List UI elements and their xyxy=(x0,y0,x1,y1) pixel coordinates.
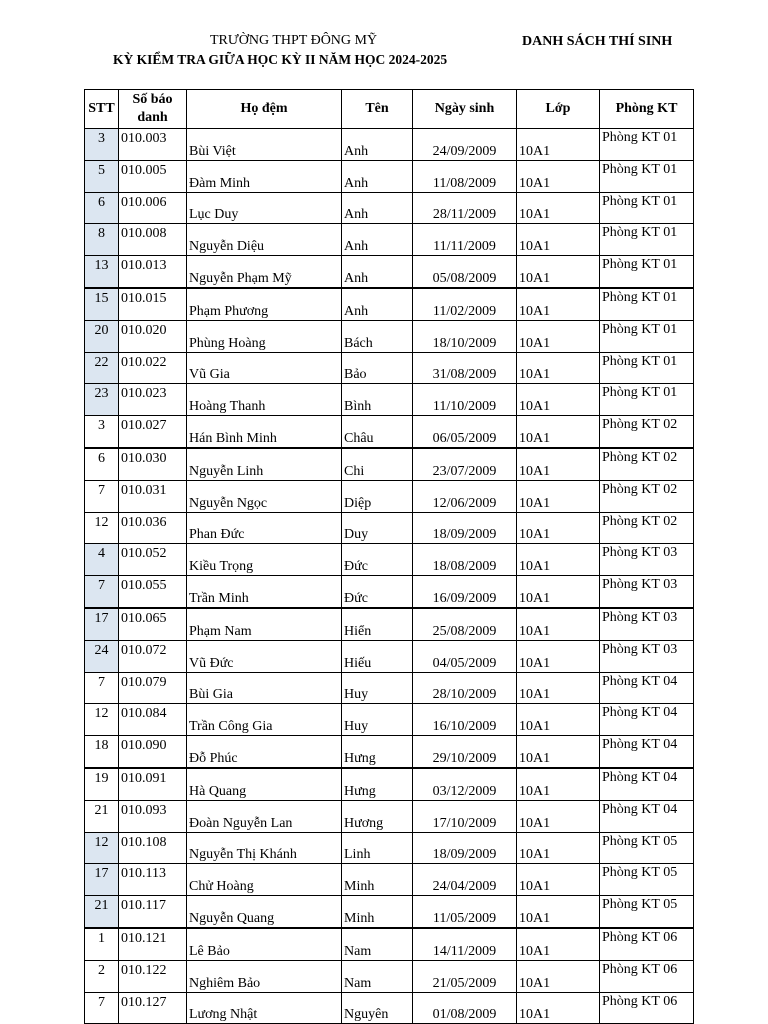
ngay-sinh-cell: 23/07/2009 xyxy=(413,448,517,480)
phong-kt-cell: Phòng KT 02 xyxy=(600,512,694,544)
table-row xyxy=(85,800,694,832)
ten-cell: Anh xyxy=(342,129,413,161)
ten-cell: Nam xyxy=(342,960,413,992)
stt-cell: 6 xyxy=(85,448,119,480)
phong-kt-cell: Phòng KT 02 xyxy=(600,416,694,448)
table-row xyxy=(85,640,694,672)
col-header-phong-kt: Phòng KT xyxy=(600,90,694,129)
ho-dem-cell: Trần Minh xyxy=(187,576,342,608)
table-row xyxy=(85,512,694,544)
lop-cell: 10A1 xyxy=(517,224,600,256)
sbd-cell: 010.108 xyxy=(119,832,187,864)
ten-cell: Anh xyxy=(342,288,413,320)
phong-kt-cell: Phòng KT 02 xyxy=(600,448,694,480)
phong-kt-cell: Phòng KT 01 xyxy=(600,129,694,161)
sbd-cell: 010.065 xyxy=(119,608,187,640)
ho-dem-cell: Chử Hoàng xyxy=(187,864,342,896)
ho-dem-cell: Đoàn Nguyễn Lan xyxy=(187,800,342,832)
lop-cell: 10A1 xyxy=(517,544,600,576)
sbd-cell: 010.036 xyxy=(119,512,187,544)
lop-cell: 10A1 xyxy=(517,416,600,448)
sbd-cell: 010.090 xyxy=(119,736,187,768)
ho-dem-cell: Nguyễn Phạm Mỹ xyxy=(187,256,342,288)
sbd-cell: 010.027 xyxy=(119,416,187,448)
ngay-sinh-cell: 01/08/2009 xyxy=(413,992,517,1024)
phong-kt-cell: Phòng KT 05 xyxy=(600,896,694,928)
ho-dem-cell: Vũ Gia xyxy=(187,352,342,384)
table-row xyxy=(85,160,694,192)
sbd-cell: 010.079 xyxy=(119,672,187,704)
ho-dem-cell: Phan Đức xyxy=(187,512,342,544)
lop-cell: 10A1 xyxy=(517,448,600,480)
phong-kt-cell: Phòng KT 06 xyxy=(600,928,694,960)
ten-cell: Bách xyxy=(342,320,413,352)
stt-cell: 12 xyxy=(85,512,119,544)
ngay-sinh-cell: 29/10/2009 xyxy=(413,736,517,768)
stt-cell: 23 xyxy=(85,384,119,416)
ho-dem-cell: Nguyễn Linh xyxy=(187,448,342,480)
col-header-lop: Lớp xyxy=(517,90,600,129)
ngay-sinh-cell: 16/09/2009 xyxy=(413,576,517,608)
stt-cell: 22 xyxy=(85,352,119,384)
ngay-sinh-cell: 14/11/2009 xyxy=(413,928,517,960)
lop-cell: 10A1 xyxy=(517,992,600,1024)
lop-cell: 10A1 xyxy=(517,512,600,544)
phong-kt-cell: Phòng KT 04 xyxy=(600,672,694,704)
lop-cell: 10A1 xyxy=(517,736,600,768)
sbd-cell: 010.013 xyxy=(119,256,187,288)
table-row xyxy=(85,864,694,896)
ten-cell: Đức xyxy=(342,576,413,608)
phong-kt-cell: Phòng KT 02 xyxy=(600,480,694,512)
ngay-sinh-cell: 06/05/2009 xyxy=(413,416,517,448)
table-row xyxy=(85,320,694,352)
table-row xyxy=(85,448,694,480)
ten-cell: Huy xyxy=(342,704,413,736)
col-header-ho-dem: Họ đệm xyxy=(187,90,342,129)
table-row xyxy=(85,704,694,736)
ho-dem-cell: Lương Nhật xyxy=(187,992,342,1024)
phong-kt-cell: Phòng KT 01 xyxy=(600,224,694,256)
ten-cell: Hương xyxy=(342,800,413,832)
lop-cell: 10A1 xyxy=(517,640,600,672)
ho-dem-cell: Bùi Việt xyxy=(187,129,342,161)
table-row xyxy=(85,224,694,256)
ho-dem-cell: Phùng Hoàng xyxy=(187,320,342,352)
sbd-cell: 010.127 xyxy=(119,992,187,1024)
lop-cell: 10A1 xyxy=(517,672,600,704)
table-row xyxy=(85,672,694,704)
col-header-ngay-sinh: Ngày sinh xyxy=(413,90,517,129)
stt-cell: 24 xyxy=(85,640,119,672)
table-row xyxy=(85,384,694,416)
ngay-sinh-cell: 03/12/2009 xyxy=(413,768,517,800)
table-row xyxy=(85,960,694,992)
table-row xyxy=(85,480,694,512)
stt-cell: 21 xyxy=(85,800,119,832)
ho-dem-cell: Hán Bình Minh xyxy=(187,416,342,448)
ngay-sinh-cell: 16/10/2009 xyxy=(413,704,517,736)
ten-cell: Anh xyxy=(342,192,413,224)
stt-cell: 5 xyxy=(85,160,119,192)
sbd-cell: 010.072 xyxy=(119,640,187,672)
ngay-sinh-cell: 11/02/2009 xyxy=(413,288,517,320)
lop-cell: 10A1 xyxy=(517,256,600,288)
stt-cell: 17 xyxy=(85,608,119,640)
ho-dem-cell: Đỗ Phúc xyxy=(187,736,342,768)
lop-cell: 10A1 xyxy=(517,320,600,352)
stt-cell: 8 xyxy=(85,224,119,256)
ten-cell: Anh xyxy=(342,256,413,288)
phong-kt-cell: Phòng KT 01 xyxy=(600,192,694,224)
sbd-cell: 010.052 xyxy=(119,544,187,576)
ho-dem-cell: Kiều Trọng xyxy=(187,544,342,576)
stt-cell: 7 xyxy=(85,672,119,704)
table-row xyxy=(85,544,694,576)
ho-dem-cell: Nguyễn Ngọc xyxy=(187,480,342,512)
ten-cell: Hưng xyxy=(342,768,413,800)
table-row xyxy=(85,129,694,161)
ten-cell: Bình xyxy=(342,384,413,416)
table-header-row xyxy=(85,90,694,129)
stt-cell: 2 xyxy=(85,960,119,992)
ngay-sinh-cell: 12/06/2009 xyxy=(413,480,517,512)
ho-dem-cell: Lê Bảo xyxy=(187,928,342,960)
school-name: TRƯỜNG THPT ĐÔNG MỸ xyxy=(210,33,378,48)
phong-kt-cell: Phòng KT 01 xyxy=(600,160,694,192)
sbd-cell: 010.015 xyxy=(119,288,187,320)
phong-kt-cell: Phòng KT 03 xyxy=(600,640,694,672)
stt-cell: 3 xyxy=(85,416,119,448)
ngay-sinh-cell: 11/10/2009 xyxy=(413,384,517,416)
phong-kt-cell: Phòng KT 06 xyxy=(600,992,694,1024)
table-row xyxy=(85,992,694,1024)
lop-cell: 10A1 xyxy=(517,129,600,161)
phong-kt-cell: Phòng KT 01 xyxy=(600,256,694,288)
ngay-sinh-cell: 17/10/2009 xyxy=(413,800,517,832)
sbd-cell: 010.030 xyxy=(119,448,187,480)
col-header-ten: Tên xyxy=(342,90,413,129)
sbd-cell: 010.113 xyxy=(119,864,187,896)
table-row xyxy=(85,928,694,960)
ngay-sinh-cell: 05/08/2009 xyxy=(413,256,517,288)
ten-cell: Huy xyxy=(342,672,413,704)
ten-cell: Nguyên xyxy=(342,992,413,1024)
table-row xyxy=(85,416,694,448)
ngay-sinh-cell: 18/08/2009 xyxy=(413,544,517,576)
stt-cell: 12 xyxy=(85,704,119,736)
phong-kt-cell: Phòng KT 04 xyxy=(600,704,694,736)
stt-cell: 20 xyxy=(85,320,119,352)
sbd-cell: 010.122 xyxy=(119,960,187,992)
ten-cell: Minh xyxy=(342,864,413,896)
ten-cell: Chi xyxy=(342,448,413,480)
lop-cell: 10A1 xyxy=(517,832,600,864)
ten-cell: Minh xyxy=(342,896,413,928)
stt-cell: 7 xyxy=(85,480,119,512)
ho-dem-cell: Đàm Minh xyxy=(187,160,342,192)
col-header-sbd: Số báo danh xyxy=(119,90,187,129)
stt-cell: 12 xyxy=(85,832,119,864)
phong-kt-cell: Phòng KT 03 xyxy=(600,608,694,640)
table-row xyxy=(85,352,694,384)
phong-kt-cell: Phòng KT 01 xyxy=(600,384,694,416)
document-title: DANH SÁCH THÍ SINH xyxy=(522,34,673,49)
ho-dem-cell: Phạm Phương xyxy=(187,288,342,320)
phong-kt-cell: Phòng KT 03 xyxy=(600,544,694,576)
table-row xyxy=(85,608,694,640)
lop-cell: 10A1 xyxy=(517,960,600,992)
phong-kt-cell: Phòng KT 04 xyxy=(600,736,694,768)
ngay-sinh-cell: 24/04/2009 xyxy=(413,864,517,896)
stt-cell: 15 xyxy=(85,288,119,320)
table-row xyxy=(85,736,694,768)
lop-cell: 10A1 xyxy=(517,576,600,608)
ngay-sinh-cell: 18/09/2009 xyxy=(413,512,517,544)
stt-cell: 1 xyxy=(85,928,119,960)
ngay-sinh-cell: 24/09/2009 xyxy=(413,129,517,161)
ten-cell: Đức xyxy=(342,544,413,576)
ho-dem-cell: Nghiêm Bảo xyxy=(187,960,342,992)
table-row xyxy=(85,768,694,800)
ngay-sinh-cell: 31/08/2009 xyxy=(413,352,517,384)
ten-cell: Linh xyxy=(342,832,413,864)
ho-dem-cell: Vũ Đức xyxy=(187,640,342,672)
col-header-stt: STT xyxy=(85,90,119,129)
ten-cell: Anh xyxy=(342,224,413,256)
ngay-sinh-cell: 25/08/2009 xyxy=(413,608,517,640)
phong-kt-cell: Phòng KT 06 xyxy=(600,960,694,992)
sbd-cell: 010.093 xyxy=(119,800,187,832)
ten-cell: Hưng xyxy=(342,736,413,768)
ten-cell: Nam xyxy=(342,928,413,960)
ho-dem-cell: Hoàng Thanh xyxy=(187,384,342,416)
stt-cell: 19 xyxy=(85,768,119,800)
lop-cell: 10A1 xyxy=(517,352,600,384)
ngay-sinh-cell: 18/09/2009 xyxy=(413,832,517,864)
ten-cell: Châu xyxy=(342,416,413,448)
stt-cell: 3 xyxy=(85,129,119,161)
ho-dem-cell: Nguyễn Quang xyxy=(187,896,342,928)
phong-kt-cell: Phòng KT 03 xyxy=(600,576,694,608)
table-row xyxy=(85,288,694,320)
sbd-cell: 010.055 xyxy=(119,576,187,608)
lop-cell: 10A1 xyxy=(517,864,600,896)
ho-dem-cell: Hà Quang xyxy=(187,768,342,800)
sbd-cell: 010.121 xyxy=(119,928,187,960)
stt-cell: 18 xyxy=(85,736,119,768)
table-row xyxy=(85,192,694,224)
sbd-cell: 010.006 xyxy=(119,192,187,224)
stt-cell: 7 xyxy=(85,992,119,1024)
ten-cell: Diệp xyxy=(342,480,413,512)
sbd-cell: 010.022 xyxy=(119,352,187,384)
ten-cell: Hiển xyxy=(342,608,413,640)
sbd-cell: 010.117 xyxy=(119,896,187,928)
table-row xyxy=(85,832,694,864)
phong-kt-cell: Phòng KT 04 xyxy=(600,800,694,832)
stt-cell: 4 xyxy=(85,544,119,576)
lop-cell: 10A1 xyxy=(517,800,600,832)
phong-kt-cell: Phòng KT 01 xyxy=(600,320,694,352)
ngay-sinh-cell: 28/11/2009 xyxy=(413,192,517,224)
sbd-cell: 010.020 xyxy=(119,320,187,352)
ten-cell: Hiếu xyxy=(342,640,413,672)
sbd-cell: 010.031 xyxy=(119,480,187,512)
sbd-cell: 010.005 xyxy=(119,160,187,192)
sbd-cell: 010.084 xyxy=(119,704,187,736)
sbd-cell: 010.023 xyxy=(119,384,187,416)
lop-cell: 10A1 xyxy=(517,480,600,512)
lop-cell: 10A1 xyxy=(517,928,600,960)
ngay-sinh-cell: 04/05/2009 xyxy=(413,640,517,672)
ten-cell: Bảo xyxy=(342,352,413,384)
ngay-sinh-cell: 28/10/2009 xyxy=(413,672,517,704)
lop-cell: 10A1 xyxy=(517,192,600,224)
ten-cell: Duy xyxy=(342,512,413,544)
phong-kt-cell: Phòng KT 04 xyxy=(600,768,694,800)
lop-cell: 10A1 xyxy=(517,608,600,640)
stt-cell: 21 xyxy=(85,896,119,928)
ho-dem-cell: Phạm Nam xyxy=(187,608,342,640)
ngay-sinh-cell: 18/10/2009 xyxy=(413,320,517,352)
ho-dem-cell: Nguyễn Diệu xyxy=(187,224,342,256)
ngay-sinh-cell: 21/05/2009 xyxy=(413,960,517,992)
lop-cell: 10A1 xyxy=(517,896,600,928)
ho-dem-cell: Trần Công Gia xyxy=(187,704,342,736)
ngay-sinh-cell: 11/05/2009 xyxy=(413,896,517,928)
sbd-cell: 010.091 xyxy=(119,768,187,800)
lop-cell: 10A1 xyxy=(517,160,600,192)
ho-dem-cell: Bùi Gia xyxy=(187,672,342,704)
table-row xyxy=(85,576,694,608)
ngay-sinh-cell: 11/11/2009 xyxy=(413,224,517,256)
table-row xyxy=(85,256,694,288)
stt-cell: 6 xyxy=(85,192,119,224)
exam-title: KỲ KIỂM TRA GIỮA HỌC KỲ II NĂM HỌC 2024-2025 xyxy=(113,52,448,67)
phong-kt-cell: Phòng KT 05 xyxy=(600,864,694,896)
stt-cell: 17 xyxy=(85,864,119,896)
ngay-sinh-cell: 11/08/2009 xyxy=(413,160,517,192)
phong-kt-cell: Phòng KT 05 xyxy=(600,832,694,864)
stt-cell: 13 xyxy=(85,256,119,288)
phong-kt-cell: Phòng KT 01 xyxy=(600,288,694,320)
candidate-table xyxy=(84,89,694,1024)
phong-kt-cell: Phòng KT 01 xyxy=(600,352,694,384)
sbd-cell: 010.003 xyxy=(119,129,187,161)
lop-cell: 10A1 xyxy=(517,288,600,320)
ho-dem-cell: Nguyễn Thị Khánh xyxy=(187,832,342,864)
ten-cell: Anh xyxy=(342,160,413,192)
sbd-cell: 010.008 xyxy=(119,224,187,256)
lop-cell: 10A1 xyxy=(517,384,600,416)
stt-cell: 7 xyxy=(85,576,119,608)
table-row xyxy=(85,896,694,928)
ho-dem-cell: Lục Duy xyxy=(187,192,342,224)
lop-cell: 10A1 xyxy=(517,768,600,800)
lop-cell: 10A1 xyxy=(517,704,600,736)
